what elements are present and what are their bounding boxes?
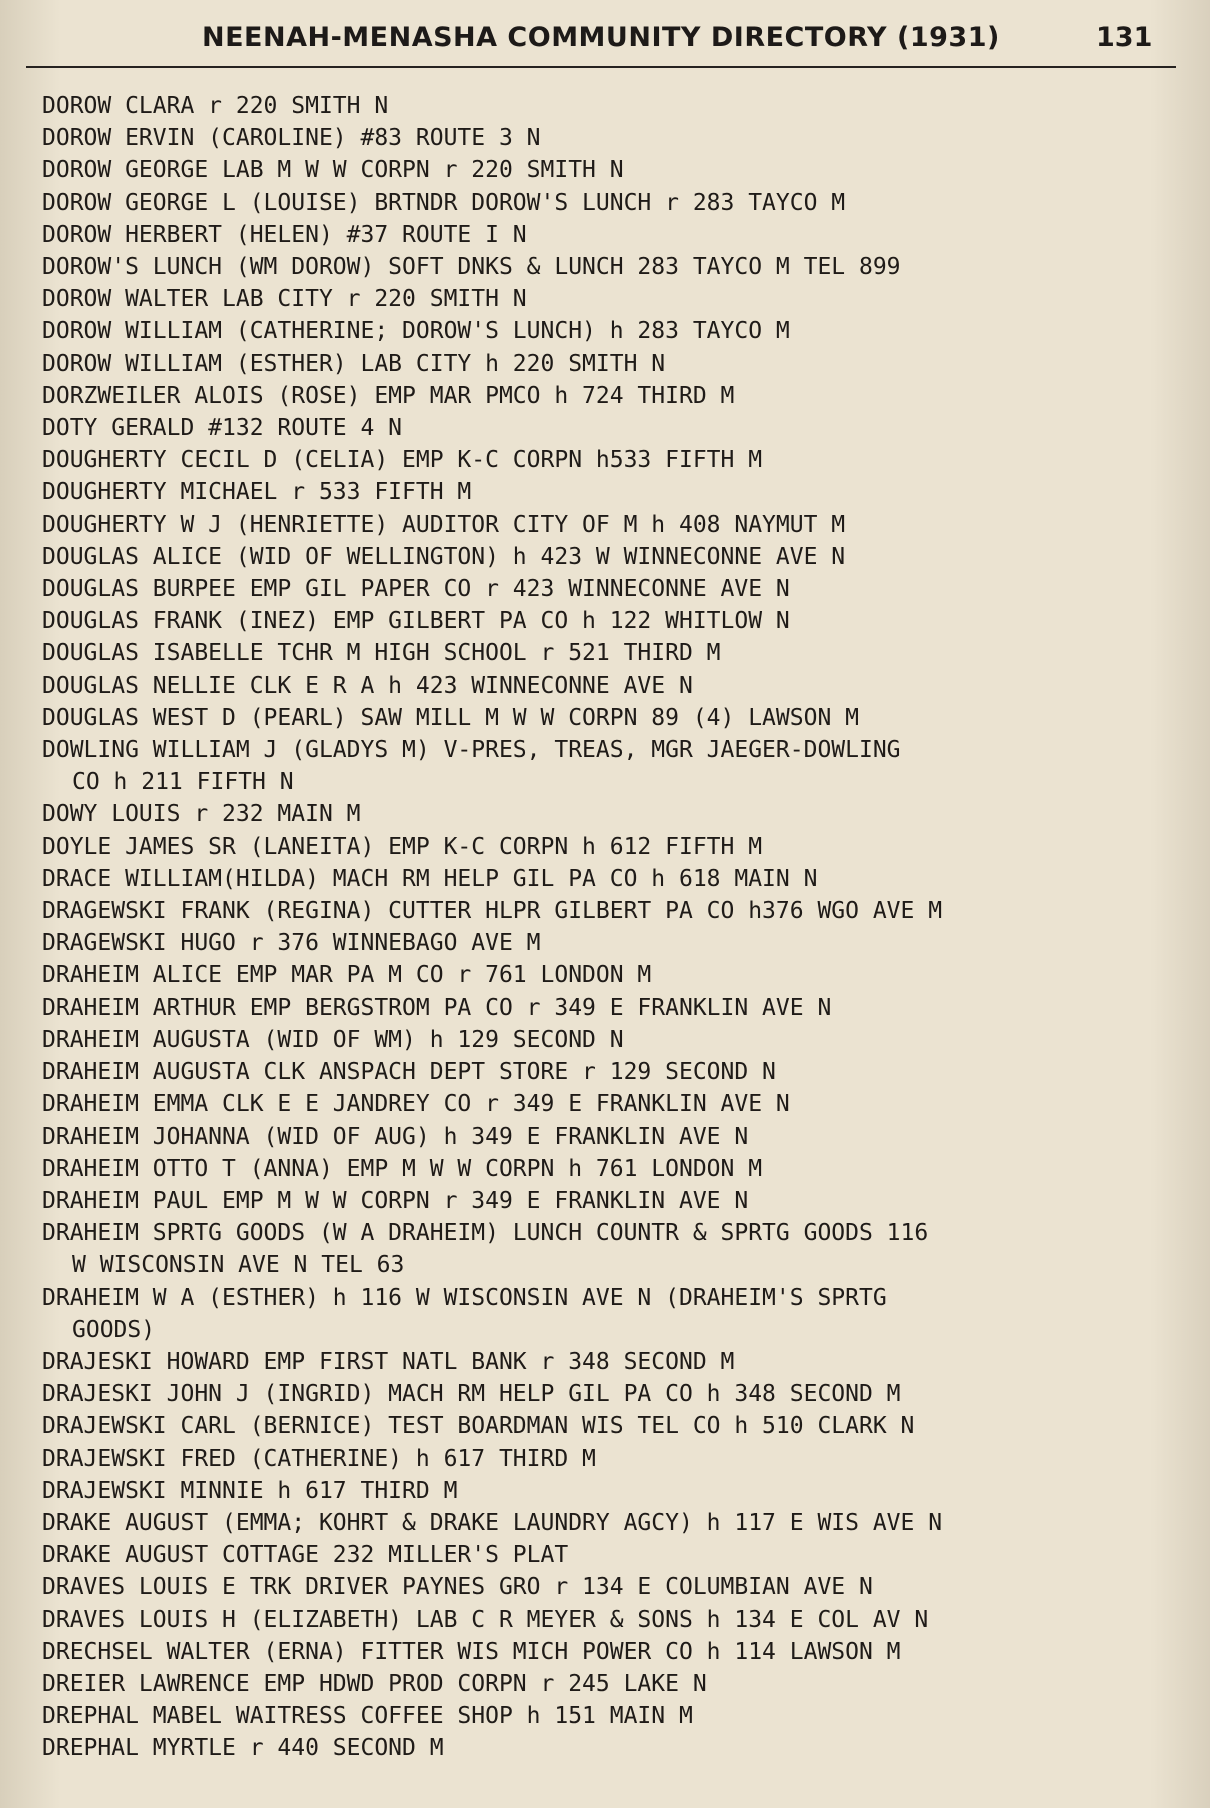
directory-entry: DRAJEWSKI MINNIE h 617 THIRD M bbox=[42, 1477, 458, 1504]
directory-entry: DRAHEIM PAUL EMP M W W CORPN r 349 E FRANKLIN AVE N bbox=[42, 1187, 749, 1214]
directory-entry: DOROW GEORGE LAB M W W CORPN r 220 SMITH N bbox=[42, 157, 624, 184]
directory-entry: DRAHEIM ARTHUR EMP BERGSTROM PA CO r 349 E FRANKLIN AVE N bbox=[42, 994, 832, 1021]
directory-entry: DRAJESKI JOHN J (INGRID) MACH RM HELP GIL PA CO h 348 SECOND M bbox=[42, 1381, 901, 1408]
directory-entry: DOUGLAS FRANK (INEZ) EMP GILBERT PA CO h 122 WHITLOW N bbox=[42, 608, 790, 635]
directory-entry: DOUGLAS NELLIE CLK E R A h 423 WINNECONNE AVE N bbox=[42, 672, 693, 699]
directory-entry: DOROW ERVIN (CAROLINE) #83 ROUTE 3 N bbox=[42, 125, 541, 152]
directory-entry: DOYLE JAMES SR (LANEITA) EMP K-C CORPN h 612 FIFTH M bbox=[42, 833, 763, 860]
directory-entry: DRAVES LOUIS H (ELIZABETH) LAB C R MEYER & SONS h 134 E COL AV N bbox=[42, 1606, 929, 1633]
directory-entry: DORZWEILER ALOIS (ROSE) EMP MAR PMCO h 724 THIRD M bbox=[42, 382, 735, 409]
directory-entry: DRAHEIM AUGUSTA CLK ANSPACH DEPT STORE r 129 SECOND N bbox=[42, 1059, 776, 1086]
directory-entry: DRAHEIM EMMA CLK E E JANDREY CO r 349 E FRANKLIN AVE N bbox=[42, 1091, 790, 1118]
directory-entry: DOROW WILLIAM (CATHERINE; DOROW'S LUNCH) h 283 TAYCO M bbox=[42, 318, 790, 345]
page-title: NEENAH-MENASHA COMMUNITY DIRECTORY (1931) bbox=[202, 22, 1000, 53]
directory-entry: DOROW WILLIAM (ESTHER) LAB CITY h 220 SMITH N bbox=[42, 350, 666, 377]
directory-entry: DRAJEWSKI CARL (BERNICE) TEST BOARDMAN WIS TEL CO h 510 CLARK N bbox=[42, 1413, 915, 1440]
directory-entry: DOUGLAS ISABELLE TCHR M HIGH SCHOOL r 521 THIRD M bbox=[42, 640, 721, 667]
directory-entry-continuation: W WISCONSIN AVE N TEL 63 bbox=[72, 1252, 405, 1279]
directory-entry: DRAGEWSKI FRANK (REGINA) CUTTER HLPR GILBERT PA CO h376 WGO AVE M bbox=[42, 898, 943, 925]
directory-entry: DOROW WALTER LAB CITY r 220 SMITH N bbox=[42, 286, 527, 313]
directory-entry: DRAKE AUGUST COTTAGE 232 MILLER'S PLAT bbox=[42, 1542, 569, 1569]
directory-entry: DRAHEIM JOHANNA (WID OF AUG) h 349 E FRANKLIN AVE N bbox=[42, 1123, 749, 1150]
directory-entry: DOUGLAS BURPEE EMP GIL PAPER CO r 423 WINNECONNE AVE N bbox=[42, 576, 790, 603]
directory-entry: DRAVES LOUIS E TRK DRIVER PAYNES GRO r 134 E COLUMBIAN AVE N bbox=[42, 1574, 873, 1601]
directory-entry: DREIER LAWRENCE EMP HDWD PROD CORPN r 245 LAKE N bbox=[42, 1670, 707, 1697]
directory-entry: DRAHEIM W A (ESTHER) h 116 W WISCONSIN AVE N (DRAHEIM'S SPRTG bbox=[42, 1284, 887, 1311]
directory-entry: DOWLING WILLIAM J (GLADYS M) V-PRES, TREAS, MGR JAEGER-DOWLING bbox=[42, 737, 901, 764]
directory-entry: DREPHAL MABEL WAITRESS COFFEE SHOP h 151 MAIN M bbox=[42, 1703, 693, 1730]
directory-entry: DOUGHERTY CECIL D (CELIA) EMP K-C CORPN h533 FIFTH M bbox=[42, 447, 763, 474]
directory-entry: DRAHEIM OTTO T (ANNA) EMP M W W CORPN h 761 LONDON M bbox=[42, 1155, 763, 1182]
directory-entry: DRACE WILLIAM(HILDA) MACH RM HELP GIL PA CO h 618 MAIN N bbox=[42, 865, 818, 892]
directory-entry: DRAKE AUGUST (EMMA; KOHRT & DRAKE LAUNDRY AGCY) h 117 E WIS AVE N bbox=[42, 1509, 943, 1536]
directory-entry: DRAHEIM ALICE EMP MAR PA M CO r 761 LONDON M bbox=[42, 962, 652, 989]
directory-entry: DRAGEWSKI HUGO r 376 WINNEBAGO AVE M bbox=[42, 930, 541, 957]
page-number: 131 bbox=[1096, 22, 1153, 53]
directory-entry: DOROW CLARA r 220 SMITH N bbox=[42, 93, 389, 119]
directory-entry-continuation: CO h 211 FIFTH N bbox=[72, 769, 294, 796]
directory-entry: DRAJESKI HOWARD EMP FIRST NATL BANK r 348 SECOND M bbox=[42, 1348, 735, 1375]
directory-entry: DOROW HERBERT (HELEN) #37 ROUTE I N bbox=[42, 221, 527, 248]
directory-entry: DRECHSEL WALTER (ERNA) FITTER WIS MICH POWER CO h 114 LAWSON M bbox=[42, 1638, 901, 1665]
directory-entry: DOWY LOUIS r 232 MAIN M bbox=[42, 801, 361, 828]
directory-entry: DOROW GEORGE L (LOUISE) BRTNDR DOROW'S LUNCH r 283 TAYCO M bbox=[42, 189, 846, 216]
directory-entry: DOUGLAS WEST D (PEARL) SAW MILL M W W CORPN 89 (4) LAWSON M bbox=[42, 704, 859, 731]
directory-entries bbox=[42, 90, 1182, 1765]
directory-entry-continuation: GOODS) bbox=[72, 1316, 156, 1343]
directory-entry: DOROW'S LUNCH (WM DOROW) SOFT DNKS & LUNCH 283 TAYCO M TEL 899 bbox=[42, 254, 901, 281]
directory-entry: DOUGHERTY MICHAEL r 533 FIFTH M bbox=[42, 479, 472, 506]
directory-entry: DOUGLAS ALICE (WID OF WELLINGTON) h 423 W WINNECONNE AVE N bbox=[42, 543, 846, 570]
page-header bbox=[0, 18, 1210, 62]
directory-entry: DOTY GERALD #132 ROUTE 4 N bbox=[42, 415, 403, 442]
directory-entry: DRAHEIM SPRTG GOODS (W A DRAHEIM) LUNCH COUNTR & SPRTG GOODS 116 bbox=[42, 1220, 929, 1247]
directory-entry: DOUGHERTY W J (HENRIETTE) AUDITOR CITY OF M h 408 NAYMUT M bbox=[42, 511, 846, 538]
directory-entry: DRAHEIM AUGUSTA (WID OF WM) h 129 SECOND N bbox=[42, 1026, 624, 1053]
directory-entry: DREPHAL MYRTLE r 440 SECOND M bbox=[42, 1735, 444, 1762]
header-rule bbox=[26, 66, 1176, 68]
directory-entry: DRAJEWSKI FRED (CATHERINE) h 617 THIRD M bbox=[42, 1445, 596, 1472]
